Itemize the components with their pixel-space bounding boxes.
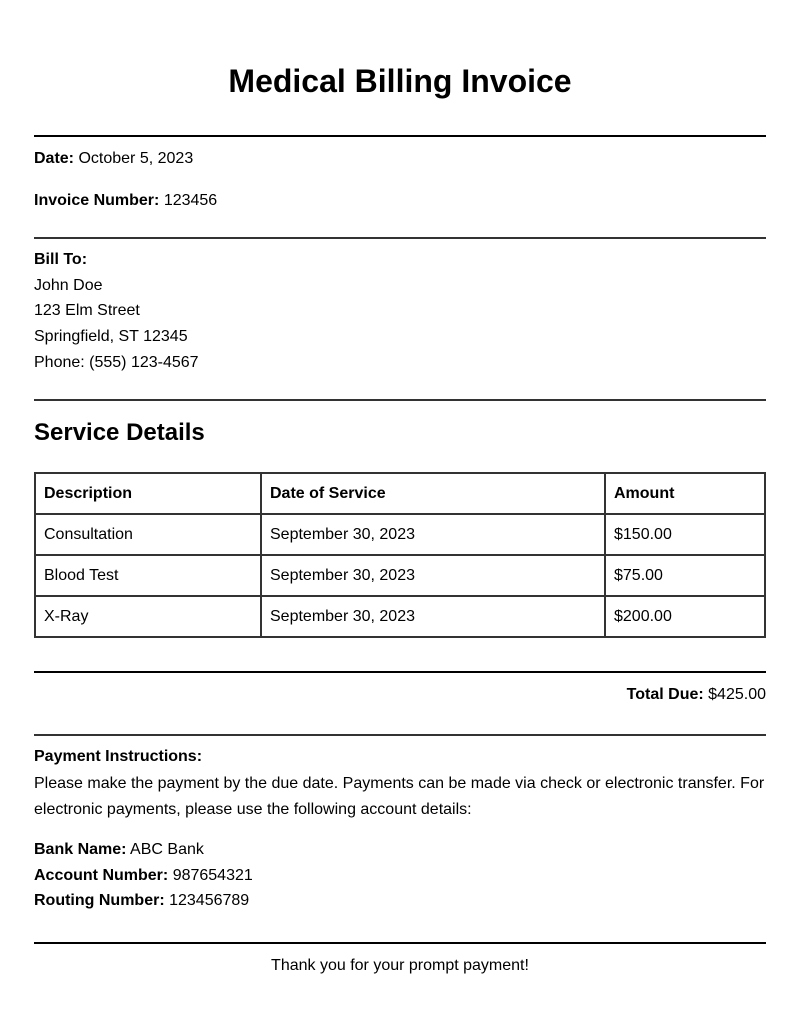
footer-message: Thank you for your prompt payment! <box>271 957 529 974</box>
service-amount: $150.00 <box>605 514 765 555</box>
bill-to-name: John Doe <box>34 277 103 294</box>
page-title: Medical Billing Invoice <box>228 63 572 99</box>
payment-instructions-label: Payment Instructions: <box>34 748 203 765</box>
total-due <box>627 684 766 706</box>
account-number-value: 987654321 <box>172 867 253 884</box>
table-row <box>35 596 765 637</box>
invoice-date-label: Date: <box>34 150 75 167</box>
service-description: X-Ray <box>35 596 261 637</box>
table-header-row <box>35 473 765 514</box>
column-header-date: Date of Service <box>261 473 605 514</box>
total-due-value: $425.00 <box>708 686 766 703</box>
divider <box>34 135 766 137</box>
service-table <box>34 472 766 638</box>
divider <box>34 734 766 736</box>
column-header-amount: Amount <box>605 473 765 514</box>
bill-to-city: Springfield, ST 12345 <box>34 328 188 345</box>
divider <box>34 237 766 239</box>
service-details-title: Service Details <box>34 419 205 446</box>
invoice-number-value: 123456 <box>163 192 218 209</box>
bank-name-label: Bank Name: <box>34 841 127 858</box>
service-description: Blood Test <box>35 555 261 596</box>
total-due-label: Total Due: <box>626 686 704 703</box>
routing-number <box>34 890 249 912</box>
bank-name <box>34 839 204 861</box>
divider <box>34 399 766 401</box>
bill-to-label: Bill To: <box>34 251 88 268</box>
payment-instructions-text: Please make the payment by the due date. Payments can be made via check or electronic transfer. For electronic payments, please use the following account details: <box>34 775 765 818</box>
column-header-description: Description <box>35 473 261 514</box>
bill-to-street: 123 Elm Street <box>34 302 140 319</box>
account-number <box>34 865 253 887</box>
table-row <box>35 514 765 555</box>
service-description: Consultation <box>35 514 261 555</box>
service-amount: $200.00 <box>605 596 765 637</box>
service-date: September 30, 2023 <box>261 514 605 555</box>
routing-number-value: 123456789 <box>169 892 250 909</box>
table-row <box>35 555 765 596</box>
service-date: September 30, 2023 <box>261 555 605 596</box>
invoice-date-value: October 5, 2023 <box>78 150 194 167</box>
invoice-date <box>34 148 193 170</box>
service-amount: $75.00 <box>605 555 765 596</box>
bank-name-value: ABC Bank <box>130 841 204 858</box>
account-number-label: Account Number: <box>34 867 169 884</box>
invoice-number-label: Invoice Number: <box>34 192 160 209</box>
invoice-number <box>34 190 217 212</box>
service-date: September 30, 2023 <box>261 596 605 637</box>
routing-number-label: Routing Number: <box>34 892 165 909</box>
divider <box>34 671 766 673</box>
bill-to-phone: Phone: (555) 123-4567 <box>34 354 199 371</box>
divider <box>34 942 766 944</box>
